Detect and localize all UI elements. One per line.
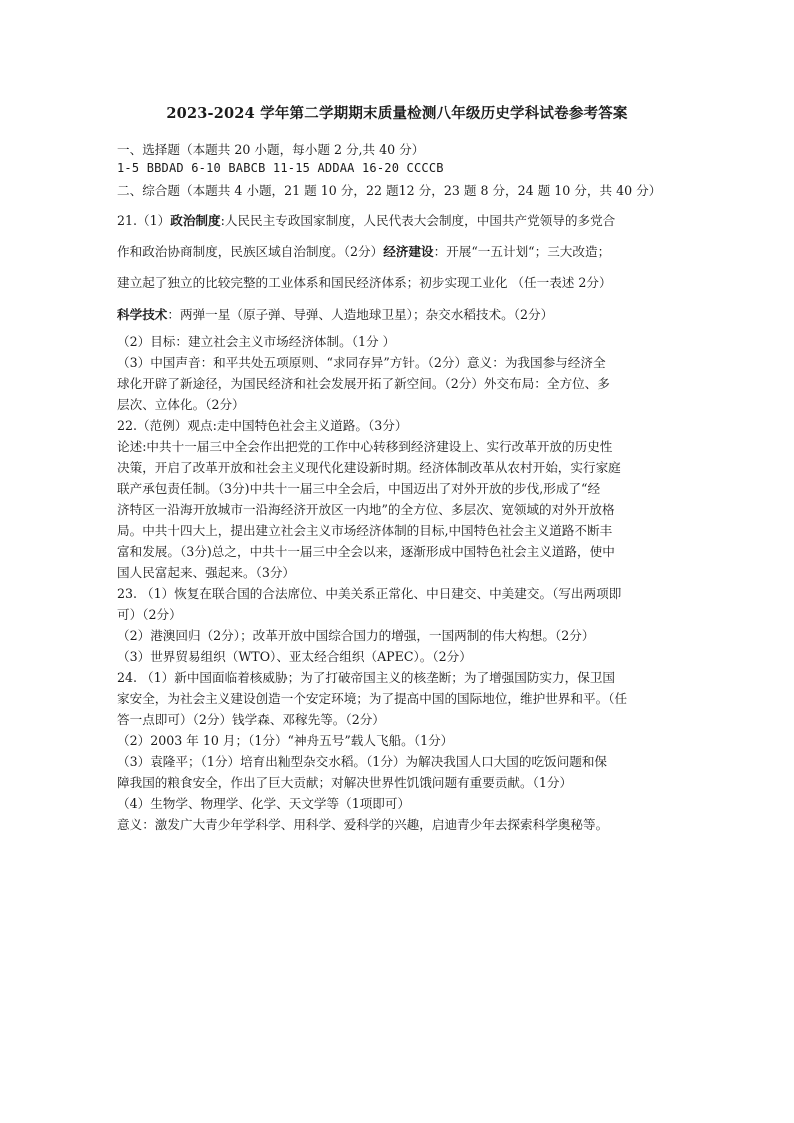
line-text: （3）袁隆平；（1分）培育出籼型杂交水稻。（1分）为解决我国人口大国的吃饭问题和保	[117, 754, 608, 769]
line-text: （2）2003 年 10 月；（1分）“神舟五号”载人飞船。（1分）	[117, 733, 454, 748]
line-text: 层次、立体化。（2分）	[117, 397, 245, 412]
line-text: 21.（1）	[117, 213, 171, 228]
answer-line	[117, 733, 453, 749]
answer-line	[117, 817, 608, 833]
line-text: 决策，开启了改革开放和社会主义现代化建设新时期。经济体制改革从农村开始，实行家庭	[117, 460, 621, 475]
bold-label: 政治制度	[170, 213, 221, 228]
answer-line	[117, 376, 610, 392]
answer-line	[117, 565, 295, 581]
answer-line	[117, 183, 661, 199]
line-text: 局。中共十四大上，提出建立社会主义市场经济体制的目标,中国特色社会主义道路不断丰	[117, 523, 613, 538]
line-text: （4）生物学、物理学、化学、天文学等（1项即可）	[117, 796, 411, 811]
answer-line	[117, 691, 627, 707]
answer-line	[117, 586, 621, 602]
line-text: 建立起了独立的比较完整的工业体系和国民经济体系；初步实现工业化 （任一表述 2分）	[117, 275, 612, 290]
answer-line	[117, 796, 410, 812]
answer-line	[117, 502, 615, 518]
answer-line	[117, 649, 472, 665]
answer-line	[117, 439, 612, 455]
answer-line	[117, 481, 600, 497]
line-text: （2）港澳回归（2分）；改革开放中国综合国力的增强，一国两制的伟大构想。（2分）	[117, 628, 595, 643]
answer-line	[117, 544, 615, 560]
line-text: 富和发展。（3分)总之，中共十一届三中全会以来，逐渐形成中国特色社会主义道路，使中	[117, 544, 615, 559]
line-text: （2）目标：建立社会主义市场经济体制。（1分 ）	[117, 334, 396, 349]
line-text: 家安全，为社会主义建设创造一个安定环境；为了提高中国的国际地位，维护世界和平。（任	[117, 691, 628, 706]
answer-line	[117, 628, 594, 644]
line-text: 24. （1）新中国面临着核威胁；为了打破帝国主义的核垄断；为了增强国防实力，保卫国	[117, 670, 616, 685]
answer-line	[117, 160, 444, 176]
answer-line	[117, 213, 615, 229]
answer-line	[117, 307, 553, 323]
line-text: ：两弹一星（原子弹、导弹、人造地球卫星）；杂交水稻技术。（2分）	[167, 307, 554, 322]
line-text: 可）（2分）	[117, 607, 182, 622]
line-text: 二、综合题（本题共 4 小题，21 题 10 分，22 题12 分，23 题 8 分，24 题 10 分，共 40 分）	[117, 183, 662, 198]
line-text: 作和政治协商制度，民族区域自治制度。（2分）	[117, 244, 384, 259]
answer-line	[117, 607, 182, 623]
line-text: 球化开辟了新途径，为国民经济和社会发展开拓了新空间。（2分）外交布局：全方位、多	[117, 376, 610, 391]
line-text: 国人民富起来、强起来。（3分）	[117, 565, 296, 580]
answer-line	[117, 397, 245, 413]
answer-line	[117, 460, 621, 476]
line-text: ：开展“一五计划“；三大改造；	[433, 244, 611, 259]
bold-label: 经济建设	[383, 244, 434, 259]
line-text: 一、选择题（本题共 20 小题，每小题 2 分,共 40 分）	[117, 142, 425, 157]
answer-line	[117, 275, 612, 291]
answer-line	[117, 334, 395, 350]
line-text: 答一点即可）（2分）钱学森、邓稼先等。（2分）	[117, 712, 385, 727]
answer-line	[117, 754, 607, 770]
bold-label: 科学技术	[117, 307, 168, 322]
line-text: 济特区一沿海开放城市一沿海经济开放区一内地”的全方位、多层次、宽领域的对外开放格	[117, 502, 615, 517]
line-text: 障我国的粮食安全，作出了巨大贡献；对解决世界性饥饿问题有重要贡献。（1分）	[117, 775, 573, 790]
line-text: 1-5 BBDAD 6-10 BABCB 11-15 ADDAA 16-20 CCCCB	[117, 161, 444, 175]
line-text: :人民民主专政国家制度，人民代表大会制度，中国共产党领导的多党合	[220, 213, 616, 228]
line-text: 论述:中共十一届三中全会作出把党的工作中心转移到经济建设上、实行改革开放的历史性	[117, 439, 613, 454]
line-text: 22.（范例）观点:走中国特色社会主义道路。（3分）	[117, 418, 408, 433]
answer-line	[117, 418, 407, 434]
answer-line	[117, 142, 424, 158]
answer-line	[117, 712, 385, 728]
line-text: 意义：激发广大青少年学科学、用科学、爱科学的兴趣，启迪青少年去探索科学奥秘等。	[117, 817, 609, 832]
line-text: 23. （1）恢复在联合国的合法席位、中美关系正常化、中日建交、中美建交。（写出两项即	[117, 586, 622, 601]
answer-line	[117, 670, 615, 686]
answer-line	[117, 244, 610, 260]
answer-line	[117, 523, 612, 539]
line-text: （3）世界贸易组织（WTO）、亚太经合组织（APEC）。（2分）	[117, 649, 472, 664]
answer-line	[117, 355, 606, 371]
line-text: （3）中国声音：和平共处五项原则、“求同存异”方针。（2分）意义：为我国参与经济全	[117, 355, 606, 370]
answer-line	[117, 775, 572, 791]
line-text: 联产承包责任制。（3分)中共十一届三中全会后，中国迈出了对外开放的步伐,形成了“经	[117, 481, 601, 496]
page-title: 2023-2024 学年第二学期期末质量检测八年级历史学科试卷参考答案	[166, 105, 628, 122]
